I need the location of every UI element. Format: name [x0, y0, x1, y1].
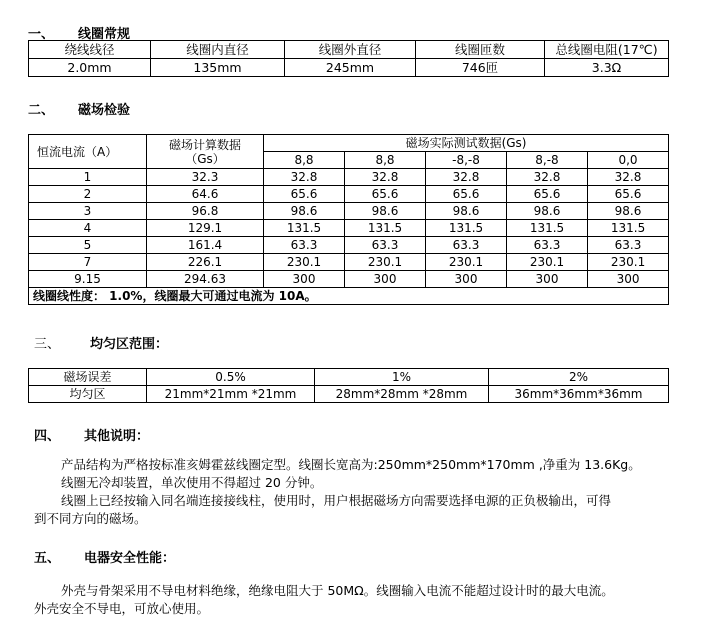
- safety-line-1: 外壳与骨架采用不导电材料绝缘，绝缘电阻大于 50MΩ。线圈输入电流不能超过设计时的最大电流。: [61, 583, 614, 598]
- section-4-title: 其他说明：: [84, 429, 150, 444]
- uniform-error-row: [29, 369, 669, 386]
- measured-value-cell: 300: [588, 271, 669, 288]
- measured-value-cell: 32.8: [426, 169, 507, 186]
- calc-value-cell: 96.8: [147, 203, 264, 220]
- section-3-heading: [34, 333, 168, 352]
- linearity-note-row: [29, 288, 669, 305]
- measured-value-cell: 131.5: [264, 220, 345, 237]
- measured-value-cell: 63.3: [264, 237, 345, 254]
- uniform-size-row: [29, 386, 669, 403]
- position-header: 8,8: [264, 152, 345, 169]
- calc-value-cell: 129.1: [147, 220, 264, 237]
- measured-value-cell: 230.1: [507, 254, 588, 271]
- other-note-3a: 线圈上已经按输入同名端连接接线柱，使用时，用户根据磁场方向需要选择电源的正负极输出，可得: [61, 493, 612, 508]
- calc-header-line2: （Gs）: [185, 151, 225, 166]
- other-note-2: 线圈无冷却装置，单次使用不得超过 20 分钟。: [61, 475, 323, 490]
- coil-spec-header: 线圈内直径: [151, 41, 285, 59]
- measured-value-cell: 65.6: [588, 186, 669, 203]
- measured-value-cell: 230.1: [345, 254, 426, 271]
- coil-spec-value: 3.3Ω: [545, 59, 669, 77]
- calc-value-cell: 64.6: [147, 186, 264, 203]
- measured-value-cell: 32.8: [345, 169, 426, 186]
- section-1-title: 线圈常规: [78, 27, 131, 42]
- section-4-heading: [34, 425, 149, 444]
- field-test-row: [29, 220, 669, 237]
- measured-value-cell: 230.1: [426, 254, 507, 271]
- measured-value-cell: 98.6: [507, 203, 588, 220]
- field-test-row: [29, 203, 669, 220]
- section-1-number: 一、: [28, 27, 55, 42]
- uniform-cell: 0.5%: [147, 369, 315, 386]
- measured-value-cell: 32.8: [264, 169, 345, 186]
- measured-value-cell: 131.5: [345, 220, 426, 237]
- section-5-heading: [34, 547, 175, 566]
- current-cell: 9.15: [29, 271, 147, 288]
- current-cell: 2: [29, 186, 147, 203]
- section-3-title: 均匀区范围：: [90, 337, 169, 352]
- field-test-row: [29, 237, 669, 254]
- measured-value-cell: 131.5: [507, 220, 588, 237]
- measured-value-cell: 230.1: [264, 254, 345, 271]
- uniform-cell: 2%: [489, 369, 669, 386]
- position-header: 8,-8: [507, 152, 588, 169]
- section-4-number: 四、: [34, 429, 61, 444]
- section-2-heading: [28, 99, 130, 118]
- measured-value-cell: 98.6: [264, 203, 345, 220]
- linearity-note: 线圈线性度： 1.0%，线圈最大可通过电流为 10A。: [29, 288, 669, 305]
- calc-value-cell: 294.63: [147, 271, 264, 288]
- section-2-title: 磁场检验: [78, 103, 131, 118]
- current-cell: 5: [29, 237, 147, 254]
- uniform-area-table: [28, 368, 669, 403]
- coil-spec-value-row: [29, 59, 669, 77]
- field-test-row: [29, 254, 669, 271]
- current-cell: 3: [29, 203, 147, 220]
- calc-value-cell: 161.4: [147, 237, 264, 254]
- measured-value-cell: 32.8: [507, 169, 588, 186]
- measured-value-cell: 65.6: [507, 186, 588, 203]
- coil-spec-header: 线圈外直径: [285, 41, 416, 59]
- measured-value-cell: 63.3: [507, 237, 588, 254]
- measured-value-cell: 300: [345, 271, 426, 288]
- current-column-header: 恒流电流（A）: [29, 135, 147, 169]
- field-test-row: [29, 169, 669, 186]
- measured-value-cell: 131.5: [588, 220, 669, 237]
- measured-value-cell: 65.6: [426, 186, 507, 203]
- coil-spec-value: 746匝: [416, 59, 545, 77]
- other-note-3b: 到不同方向的磁场。: [34, 511, 147, 526]
- other-note-1: 产品结构为严格按标准亥姆霍兹线圈定型。线圈长宽高为:250mm*250mm*170mm ,净重为 13.6Kg。: [61, 457, 641, 472]
- section-5-title: 电器安全性能：: [84, 551, 176, 566]
- measured-value-cell: 98.6: [426, 203, 507, 220]
- coil-spec-header: 线圈匝数: [416, 41, 545, 59]
- coil-spec-table: [28, 40, 669, 77]
- measured-column-header: 磁场实际测试数据(Gs): [264, 135, 669, 152]
- field-test-table: [28, 134, 669, 305]
- field-test-header-row: [29, 135, 669, 152]
- coil-spec-header: 绕线线径: [29, 41, 151, 59]
- measured-value-cell: 230.1: [588, 254, 669, 271]
- uniform-cell: 磁场误差: [29, 369, 147, 386]
- measured-value-cell: 131.5: [426, 220, 507, 237]
- calc-column-header: [147, 135, 264, 169]
- position-header: 8,8: [345, 152, 426, 169]
- measured-value-cell: 63.3: [588, 237, 669, 254]
- uniform-cell: 21mm*21mm *21mm: [147, 386, 315, 403]
- measured-value-cell: 32.8: [588, 169, 669, 186]
- coil-spec-value: 135mm: [151, 59, 285, 77]
- current-cell: 7: [29, 254, 147, 271]
- calc-header-line1: 磁场计算数据: [168, 137, 241, 152]
- field-test-row: [29, 271, 669, 288]
- measured-value-cell: 300: [264, 271, 345, 288]
- calc-value-cell: 32.3: [147, 169, 264, 186]
- safety-line-2: 外壳安全不导电，可放心使用。: [34, 601, 210, 616]
- coil-spec-header: 总线圈电阻(17℃): [545, 41, 669, 59]
- position-header: -8,-8: [426, 152, 507, 169]
- current-cell: 1: [29, 169, 147, 186]
- uniform-cell: 36mm*36mm*36mm: [489, 386, 669, 403]
- field-test-row: [29, 186, 669, 203]
- measured-value-cell: 98.6: [345, 203, 426, 220]
- coil-spec-header-row: [29, 41, 669, 59]
- position-header: 0,0: [588, 152, 669, 169]
- coil-spec-value: 2.0mm: [29, 59, 151, 77]
- measured-value-cell: 300: [426, 271, 507, 288]
- uniform-cell: 均匀区: [29, 386, 147, 403]
- measured-value-cell: 300: [507, 271, 588, 288]
- section-3-number: 三、: [34, 337, 61, 352]
- calc-value-cell: 226.1: [147, 254, 264, 271]
- coil-spec-value: 245mm: [285, 59, 416, 77]
- uniform-cell: 28mm*28mm *28mm: [315, 386, 489, 403]
- uniform-cell: 1%: [315, 369, 489, 386]
- measured-value-cell: 65.6: [345, 186, 426, 203]
- measured-value-cell: 63.3: [426, 237, 507, 254]
- measured-value-cell: 63.3: [345, 237, 426, 254]
- section-2-number: 二、: [28, 103, 55, 118]
- section-5-number: 五、: [34, 551, 61, 566]
- measured-value-cell: 98.6: [588, 203, 669, 220]
- current-cell: 4: [29, 220, 147, 237]
- measured-value-cell: 65.6: [264, 186, 345, 203]
